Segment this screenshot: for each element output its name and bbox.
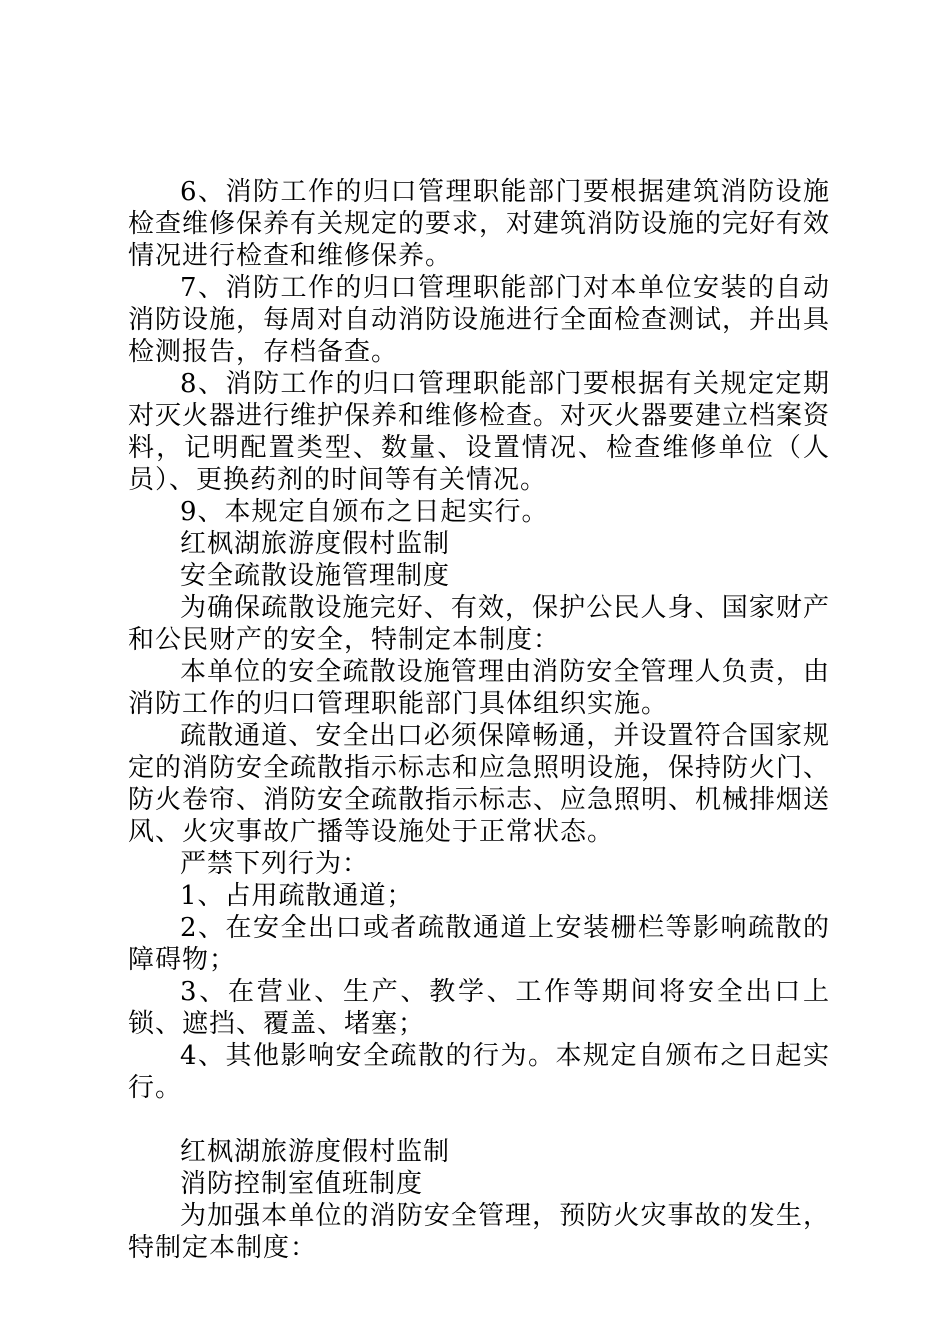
prohibited-item-1: 1、占用疏散通道； [180,881,414,911]
evacuation-intro: 为确保疏散设施完好、有效，保护公民人身、国家财产和公民财产的安全，特制定本制度： [128,593,830,655]
control-room-intro: 为加强本单位的消防安全管理，预防火灾事故的发生，特制定本制度： [128,1201,830,1263]
paragraph-item-7: 7、消防工作的归口管理职能部门对本单位安装的自动消防设施，每周对自动消防设施进行全面检查测试，并出具检测报告，存档备查。 [128,273,831,367]
document-body [128,176,830,1264]
prohibited-heading: 严禁下列行为： [180,849,370,879]
section-title-control-room: 消防控制室值班制度 [180,1169,424,1199]
prohibited-item-4: 4、其他影响安全疏散的行为。本规定自颁布之日起实行。 [128,1041,830,1103]
section-title-evacuation: 安全疏散设施管理制度 [180,561,451,591]
evacuation-requirements: 疏散通道、安全出口必须保障畅通，并设置符合国家规定的消防安全疏散指示标志和应急照明设施，保持防火门、防火卷帘、消防安全疏散指示标志、应急照明、机械排烟送风、火灾事故广播等设施处于正常状态。 [128,721,831,847]
prohibited-item-3: 3、在营业、生产、教学、工作等期间将安全出口上锁、遮挡、覆盖、堵塞； [128,977,830,1039]
blank-line [128,1104,830,1136]
issuer-line-2: 红枫湖旅游度假村监制 [180,1137,451,1167]
prohibited-item-2: 2、在安全出口或者疏散通道上安装栅栏等影响疏散的障碍物； [128,913,830,975]
evacuation-responsibility: 本单位的安全疏散设施管理由消防安全管理人负责，由消防工作的归口管理职能部门具体组织实施。 [128,657,830,719]
paragraph-item-6: 6、消防工作的归口管理职能部门要根据建筑消防设施检查维修保养有关规定的要求，对建筑消防设施的完好有效情况进行检查和维修保养。 [128,177,831,271]
issuer-line: 红枫湖旅游度假村监制 [180,529,451,559]
paragraph-item-8: 8、消防工作的归口管理职能部门要根据有关规定定期对灭火器进行维护保养和维修检查。对灭火器要建立档案资料，记明配置类型、数量、设置情况、检查维修单位（人员）、更换药剂的时间等有关情况。 [128,369,831,495]
paragraph-item-9: 9、本规定自颁布之日起实行。 [180,497,549,527]
